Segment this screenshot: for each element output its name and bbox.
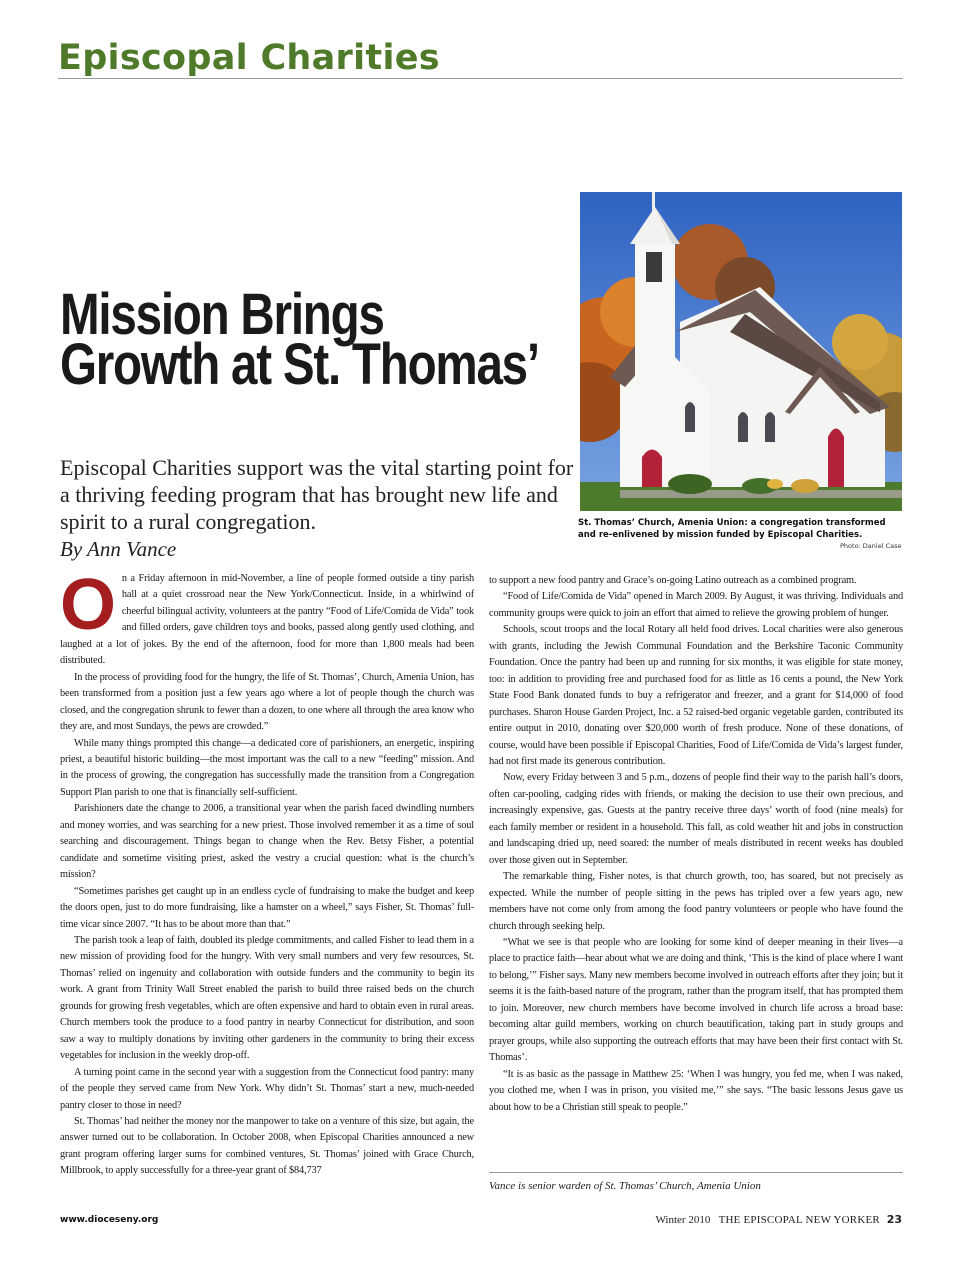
headline-line-1: Mission Brings [60,282,384,347]
paragraph-3: While many things prompted this change—a dedicated core of parishioners, an energetic, inspiring priest, a beautiful historic building—the most important was the call to a new “feeding” mission. And in the process of growing, the congregation has successfully made the transition from a Congregation Support Plan parish to one that is financially self-sufficient. [60,737,474,798]
article-byline: By Ann Vance [60,537,177,561]
footer-issue: Winter 2010 [655,1214,711,1226]
paragraph-6: The parish took a leap of faith, doubled its pledge commitments, and called Fisher to lead them in a new mission of providing food for the hungry. With very small numbers and very few resources, St. Thomas’ relied on ingenuity and collaboration with outside funders and the community to begin its work. A grant from Trinity Wall Street enabled the parish to build three raised beds on the church grounds for growing fresh vegetables, which are often expensive and hard to obtain even in rural areas. Church members took the produce to a food pantry in nearby Connecticut for distribution, and soon saw a way to multiply donations by inviting other gardeners in the community to bring their excess vegetables for inclusion in the weekly drop-off. [60,934,474,1062]
page-number: 23 [886,1213,902,1226]
photo-caption: St. Thomas’ Church, Amenia Union: a congregation transformed and re-enlivened by mission funded by Episcopal Charities. [578,518,886,540]
paragraph-11: Schools, scout troops and the local Rotary all held food drives. Local charities were also generous with grants, including the Jewish Communal Foundation and the Berkshire Taconic Community Foundation. Once the pantry had been up and running for six months, it was eligible for state money, too: in addition to providing free and purchased food for as little as 16 cents a pound, the New York State Food Bank donated funds to buy a refrigerator and freezer, and a grant for $14,000 of food purchases. Sharon House Garden Project, Inc. a 52 raised-bed organic vegetable garden, contributed its entire output in 2010, donating over $20,000 worth of fresh produce. None of these donations, of course, would have been possible if Episcopal Charities, Food of Life/Comida de Vida’s largest funder, had not first made its generous contribution. [489,624,903,767]
paragraph-7: A turning point came in the second year with a suggestion from the Connecticut food pantry: many of the people they served came from New York. Why didn’t St. Thomas’ start a new, much-needed pantry closer to those in need? [60,1066,474,1111]
paragraph-10: “Food of Life/Comida de Vida” opened in March 2009. By August, it was thriving. Individuals and community groups were quick to join an effort that aimed to relieve the growing problem of hunger. [489,591,903,619]
drop-cap: O [60,565,116,645]
footer-url[interactable]: www.dioceseny.org [60,1215,159,1225]
footer-publication: THE EPISCOPAL NEW YORKER [718,1214,880,1226]
article-column-left [60,565,474,1180]
church-illustration [580,192,902,511]
paragraph-5: “Sometimes parishes get caught up in an endless cycle of fundraising to make the budget and keep the doors open, just to do more fundraising, like a hamster on a wheel,” says Fisher, St. Thomas’ full-time vicar since 2007. “It has to be about more than that.” [60,885,474,930]
paragraph-4: Parishioners date the change to 2006, a transitional year when the parish faced dwindling numbers and money worries, and was searching for a new priest. Those involved remember it as a time of soul searching and discouragement. Things began to change when the Rev. Betsy Fisher, a potential candidate and sometime visiting priest, asked the vestry a crucial question: what is the church’s mission? [60,803,474,881]
paragraph-1: On a Friday afternoon in mid-November, a line of people formed outside a tiny parish hall at a quiet crossroad near the New York/Connecticut. Inside, in a whirlwind of cheerful bilingual activity, volunteers at the pantry “Food of Life/Comida de Vida” took and filled orders, gave children toys and books, passed along gently used clothing, and laughed at a lot of jokes. By the end of the afternoon, food for more than 1,800 meals had been distributed. [60,565,474,667]
paragraph-8: St. Thomas’ had neither the money nor the manpower to take on a venture of this size, but again, the answer turned out to be collaboration. In October 2008, when Episcopal Charities announced a new grant program offering larger sums for combined ventures, St. Thomas’ joined with Grace Church, Millbrook, to apply successfully for a three-year grant of $84,737 [60,1115,474,1177]
paragraph-14: “What we see is that people who are looking for some kind of deeper meaning in their lives—a place to practice faith—hear about what we are doing and think, ‘This is the kind of place where I want to belong,’” Fisher says. Many new members become involved in outreach efforts after they join; but it seems it is the faith-based nature of the program, rather than the program itself, that has prompted them to join. Moreover, new church members have become involved in church life across a broad base: becoming altar guild members, working on church beautification, taking part in study groups and prayer groups, while also supporting the outreach efforts that may have been their first contact with St. Thomas’. [489,936,903,1064]
paragraph-13: The remarkable thing, Fisher notes, is that church growth, too, has soared, but not precisely as expected. While the number of people sitting in the pews has tripled over a few years ago, new members have not come only from among the food pantry volunteers or people who have found the church through seeking help. [489,871,903,932]
article-column-right [489,573,903,1116]
bio-divider [489,1172,903,1173]
section-header [58,38,903,79]
paragraph-15: “It is as basic as the passage in Matthew 25: ‘When I was hungry, you fed me, when I was naked, you clothed me, when I was in prison, you visited me,’” she says. “The basic lessons Jesus gave us about how to be a Christian still speak to people.” [489,1068,903,1113]
church-photo [580,192,902,511]
paragraph-2: In the process of providing food for the hungry, the life of St. Thomas’, Church, Amenia Union, has been transformed from a position just a few years ago where a lot of people though the church was closed, and the congregation shrunk to fewer than a dozen, to one where all through the area know who they are, and most Sundays, the pews are crowded.” [60,671,474,733]
paragraph-9: to support a new food pantry and Grace’s on-going Latino outreach as a combined program. [489,575,857,586]
headline-line-2: Growth at St. Thomas’ [60,332,539,397]
article-deck: Episcopal Charities support was the vital starting point for a thriving feeding program that has brought new life and spirit to a rural congregation. [60,455,574,534]
section-title: Episcopal Charities [58,38,440,78]
author-bio: Vance is senior warden of St. Thomas’ Church, Amenia Union [489,1180,761,1192]
photo-credit: Photo: Daniel Case [840,542,902,550]
footer-folio [655,1213,902,1226]
paragraph-12: Now, every Friday between 3 and 5 p.m., dozens of people find their way to the parish hall’s doors, often car-pooling, cadging rides with friends, or making the decision to use their own precious, and increasingly expensive, gas. Guests at the pantry receive three days’ worth of food (nine meals) for each family member or resident in a household. This fall, as cold weather hit and jobs in construction and landscaping dried up, need soared: the number of meals distributed in recent weeks has doubled over those given out in September. [489,772,903,866]
article-headline [60,282,539,397]
